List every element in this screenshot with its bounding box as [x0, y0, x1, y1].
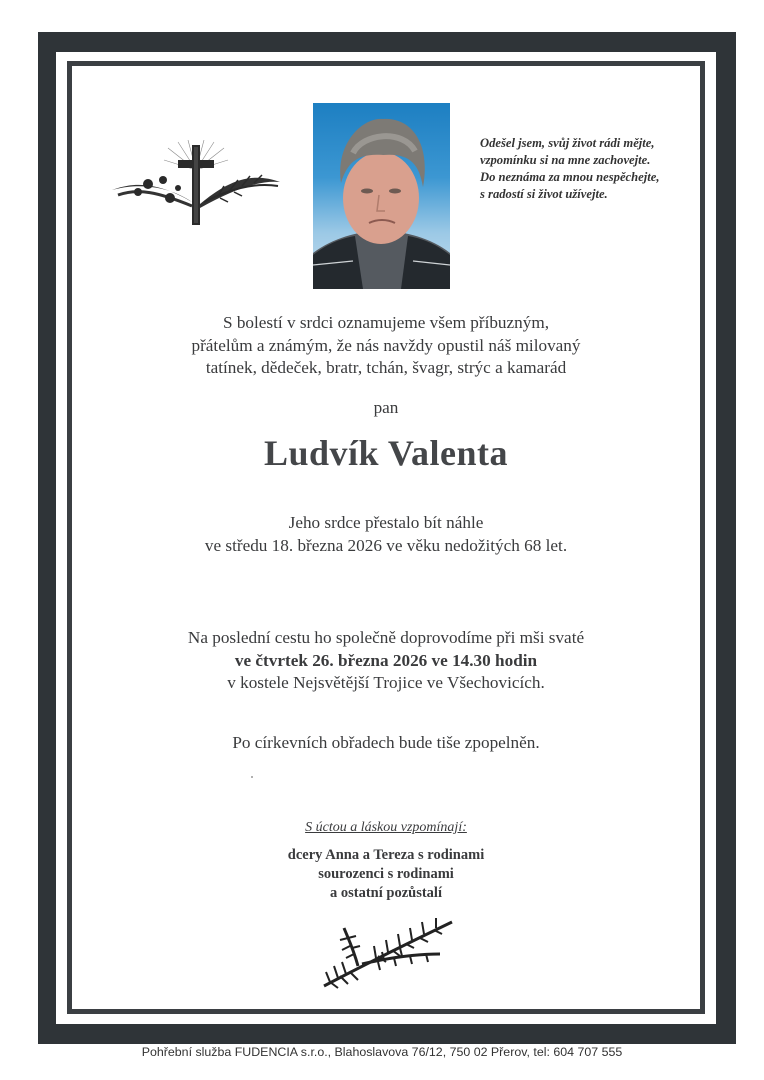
intro-line: přátelům a známým, že nás navždy opustil náš milovaný — [191, 335, 581, 355]
scan-speck — [251, 776, 253, 778]
memorial-poem — [480, 135, 720, 203]
poem-line: s radostí si život užívejte. — [480, 187, 608, 201]
poem-line: vzpomínku si na mne zachovejte. — [480, 153, 651, 167]
title-pan: pan — [373, 398, 399, 417]
funeral-place: v kostele Nejsvětější Trojice ve Všechovicích. — [227, 673, 545, 692]
signoff-heading: S úctou a láskou vzpomínají: — [305, 820, 467, 835]
deceased-name: Ludvík Valenta — [263, 433, 509, 473]
cremation-note: Po církevních obřadech bude tiše zpopelněn. — [232, 733, 540, 752]
portrait-image — [313, 103, 450, 289]
mourner-line: dcery Anna a Tereza s rodinami — [287, 847, 485, 863]
funeral-info — [67, 627, 705, 695]
intro-line: tatínek, dědeček, bratr, tchán, švagr, strýc a kamarád — [205, 358, 567, 377]
poem-line: Odešel jsem, svůj život rádi mějte, — [480, 136, 655, 150]
mourners-list — [67, 846, 705, 903]
funeral-service-footer: Pohřební služba FUDENCIA s.r.o., Blahoslavova 76/12, 750 02 Přerov, tel: 604 707 555 — [141, 1045, 623, 1059]
funeral-datetime: ve čtvrtek 26. března 2026 ve 14.30 hodin — [234, 650, 538, 670]
funeral-intro: Na poslední cestu ho společně doprovodíme při mši svaté — [187, 628, 585, 647]
deceased-photo — [313, 103, 450, 289]
announcement-intro — [67, 312, 705, 380]
death-notice — [67, 512, 705, 557]
spruce-branch-icon — [318, 918, 458, 990]
death-line: ve středu 18. března 2026 ve věku nedožitých 68 let. — [204, 535, 568, 555]
mourner-line: a ostatní pozůstalí — [330, 885, 442, 901]
intro-line: S bolestí v srdci oznamujeme všem příbuzným, — [222, 313, 550, 332]
poem-line: Do neznáma za mnou nespěchejte, — [480, 170, 660, 184]
death-line: Jeho srdce přestalo bít náhle — [288, 513, 484, 532]
cross-with-branches-icon — [108, 140, 284, 230]
mourner-line: sourozenci s rodinami — [318, 866, 454, 882]
